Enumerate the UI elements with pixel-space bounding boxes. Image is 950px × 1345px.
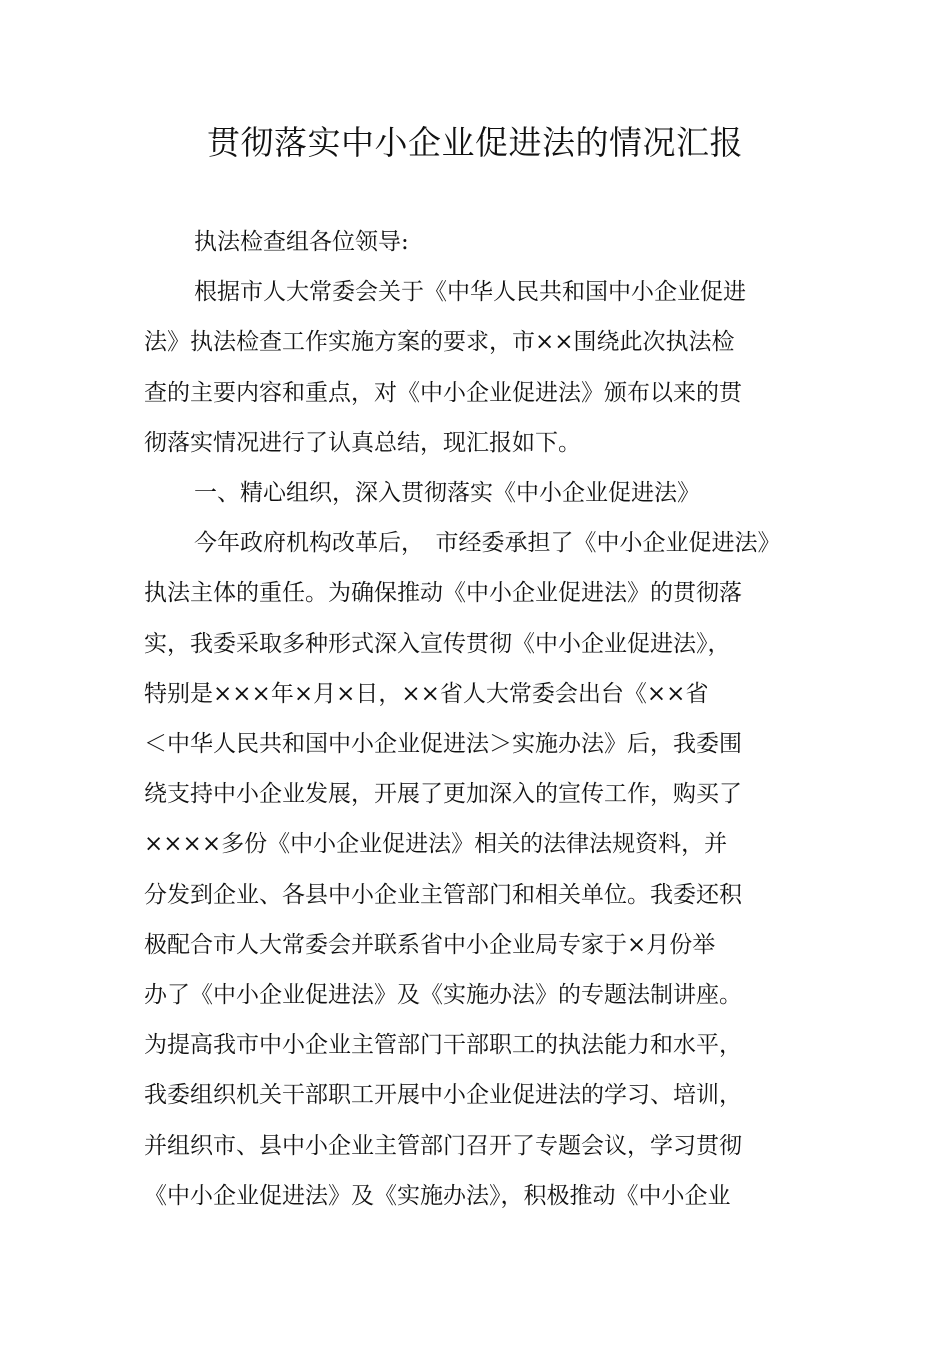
body-line: 法》执法检查工作实施方案的要求，市××围绕此次执法检 [144, 329, 735, 355]
body-line: 根据市人大常委会关于《中华人民共和国中小企业促进 [194, 279, 746, 305]
body-line: 执法主体的重任。为确保推动《中小企业促进法》的贯彻落 [144, 580, 742, 606]
body-line: 并组织市、县中小企业主管部门召开了专题会议，学习贯彻 [144, 1133, 742, 1159]
body-line: 今年政府机构改革后， 市经委承担了《中小企业促进法》 [194, 530, 781, 556]
body-line: 分发到企业、各县中小企业主管部门和相关单位。我委还积 [144, 882, 742, 908]
document-title: 贯彻落实中小企业促进法的情况汇报 [207, 123, 743, 162]
body-line: 我委组织机关干部职工开展中小企业促进法的学习、培训， [144, 1082, 742, 1108]
body-line: ＜中华人民共和国中小企业促进法＞实施办法》后，我委围 [144, 731, 742, 757]
body-line: 为提高我市中小企业主管部门干部职工的执法能力和水平， [144, 1032, 742, 1058]
body-line: ××××多份《中小企业促进法》相关的法律法规资料，并 [144, 831, 728, 857]
body-line: 极配合市人大常委会并联系省中小企业局专家于×月份举 [144, 932, 716, 958]
body-line: 绕支持中小企业发展，开展了更加深入的宣传工作，购买了 [144, 781, 742, 807]
body-line: 实，我委采取多种形式深入宣传贯彻《中小企业促进法》， [144, 631, 731, 657]
body-line: 办了《中小企业促进法》及《实施办法》的专题法制讲座。 [144, 982, 742, 1008]
body-line: 一、精心组织，深入贯彻落实《中小企业促进法》 [194, 480, 700, 506]
body-line: 特别是×××年×月×日，××省人大常委会出台《××省 [144, 681, 709, 707]
body-line: 《中小企业促进法》及《实施办法》，积极推动《中小企业 [144, 1183, 731, 1209]
body-line: 执法检查组各位领导: [194, 229, 409, 255]
body-line: 彻落实情况进行了认真总结，现汇报如下。 [144, 430, 581, 456]
body-line: 查的主要内容和重点，对《中小企业促进法》颁布以来的贯 [144, 380, 742, 406]
